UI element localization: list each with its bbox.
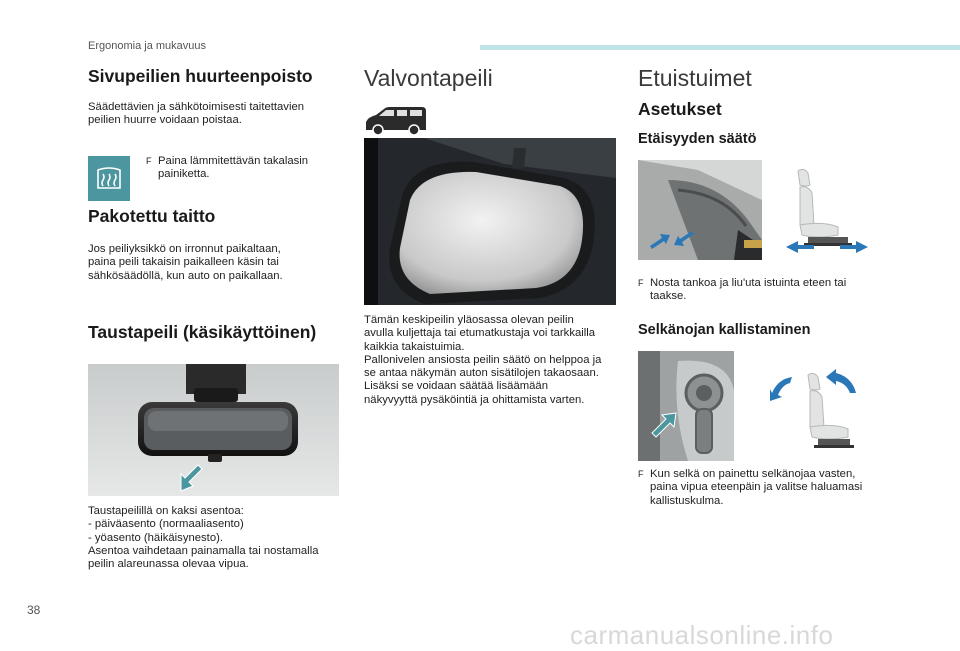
text-line: kallistuskulma. <box>650 494 724 507</box>
bullet-backrest-recline <box>638 468 862 508</box>
heading-backrest-recline: Selkänojan kallistaminen <box>638 322 811 338</box>
monitoring-mirror-photo <box>364 138 616 305</box>
text-line: Säädettävien ja sähkötoimisesti taitettavien <box>88 101 305 113</box>
bullet-marker: F <box>638 278 644 288</box>
text-line: - päiväasento (normaaliasento) <box>88 518 244 531</box>
rearview-mirror-photo <box>88 364 339 496</box>
text-line: sähkösäädöllä, kun auto on paikallaan. <box>88 269 283 282</box>
text-line: Tämän keskipeilin yläosassa olevan peilin <box>364 314 574 326</box>
text-line: avulla kuljettaja tai etumatkustaja voi tarkkailla <box>364 327 596 340</box>
bullet-distance-adjust <box>638 277 846 304</box>
text-line: Jos peiliyksikkö on irronnut paikaltaan, <box>88 243 281 255</box>
paragraph-monitoring-mirror <box>364 314 601 407</box>
watermark: carmanualsonline.info <box>570 620 834 650</box>
text-line: painiketta. <box>158 168 210 181</box>
section-header: Ergonomia ja mukavuus <box>88 40 207 52</box>
text-line: Pallonivelen ansiosta peilin säätö on helppoa ja <box>364 353 602 366</box>
text-line: Nosta tankoa ja liu'uta istuinta eteen tai <box>650 277 847 289</box>
text-line: peilin alareunassa olevaa vipua. <box>88 558 249 571</box>
text-line: Asentoa vaihdetaan painamalla tai nostamalla <box>88 544 319 557</box>
paragraph-forced-fold <box>88 243 283 283</box>
text-line: Kun selkä on painettu selkänojaa vasten, <box>650 468 856 480</box>
heading-front-seats: Etuistuimet <box>638 65 752 91</box>
text-line: näkyvyyttä pysäköintiä ja ohittamista varten. <box>364 393 585 406</box>
rear-defrost-icon <box>94 167 124 191</box>
text-line: Lisäksi se voidaan säätää lisäämään <box>364 380 548 393</box>
rear-defrost-button <box>88 156 130 201</box>
seat-slide-diagram <box>784 165 870 260</box>
van-silhouette-icon <box>364 106 428 136</box>
heading-rearview-mirror: Taustapeili (käsikäyttöinen) <box>88 322 317 342</box>
heading-mirror-defrost: Sivupeilien huurteenpoisto <box>88 66 313 86</box>
heading-distance-adjust: Etäisyyden säätö <box>638 131 757 147</box>
header-accent-bar <box>480 45 960 50</box>
bullet-marker: F <box>146 156 152 166</box>
heading-settings: Asetukset <box>638 99 722 119</box>
text-line: - yöasento (häikäisynesto). <box>88 531 223 544</box>
text-line: se antaa näkymän auton sisätilojen takaosaan. <box>364 367 599 380</box>
paragraph-defrost <box>88 101 304 128</box>
paragraph-rearview-mirror <box>88 505 318 571</box>
text-line: Paina lämmitettävän takalasin <box>158 155 309 167</box>
text-line: taakse. <box>650 290 687 303</box>
backrest-lever-photo <box>638 351 734 461</box>
page-number: 38 <box>27 603 41 617</box>
text-line: Taustapeilillä on kaksi asentoa: <box>88 505 244 517</box>
heading-forced-fold: Pakotettu taitto <box>88 206 216 226</box>
backrest-recline-diagram <box>764 365 864 460</box>
heading-monitoring-mirror: Valvontapeili <box>364 65 493 91</box>
bullet-defrost <box>146 155 308 182</box>
bullet-marker: F <box>638 469 644 479</box>
seat-slide-arrows-icon <box>648 224 696 256</box>
text-line: paina vipua eteenpäin ja valitse haluamasi <box>650 481 863 494</box>
text-line: kaikkia takaistuimia. <box>364 340 465 353</box>
text-line: paina peili takaisin paikalleen käsin tai <box>88 256 279 269</box>
text-line: peilien huurre voidaan poistaa. <box>88 114 242 127</box>
